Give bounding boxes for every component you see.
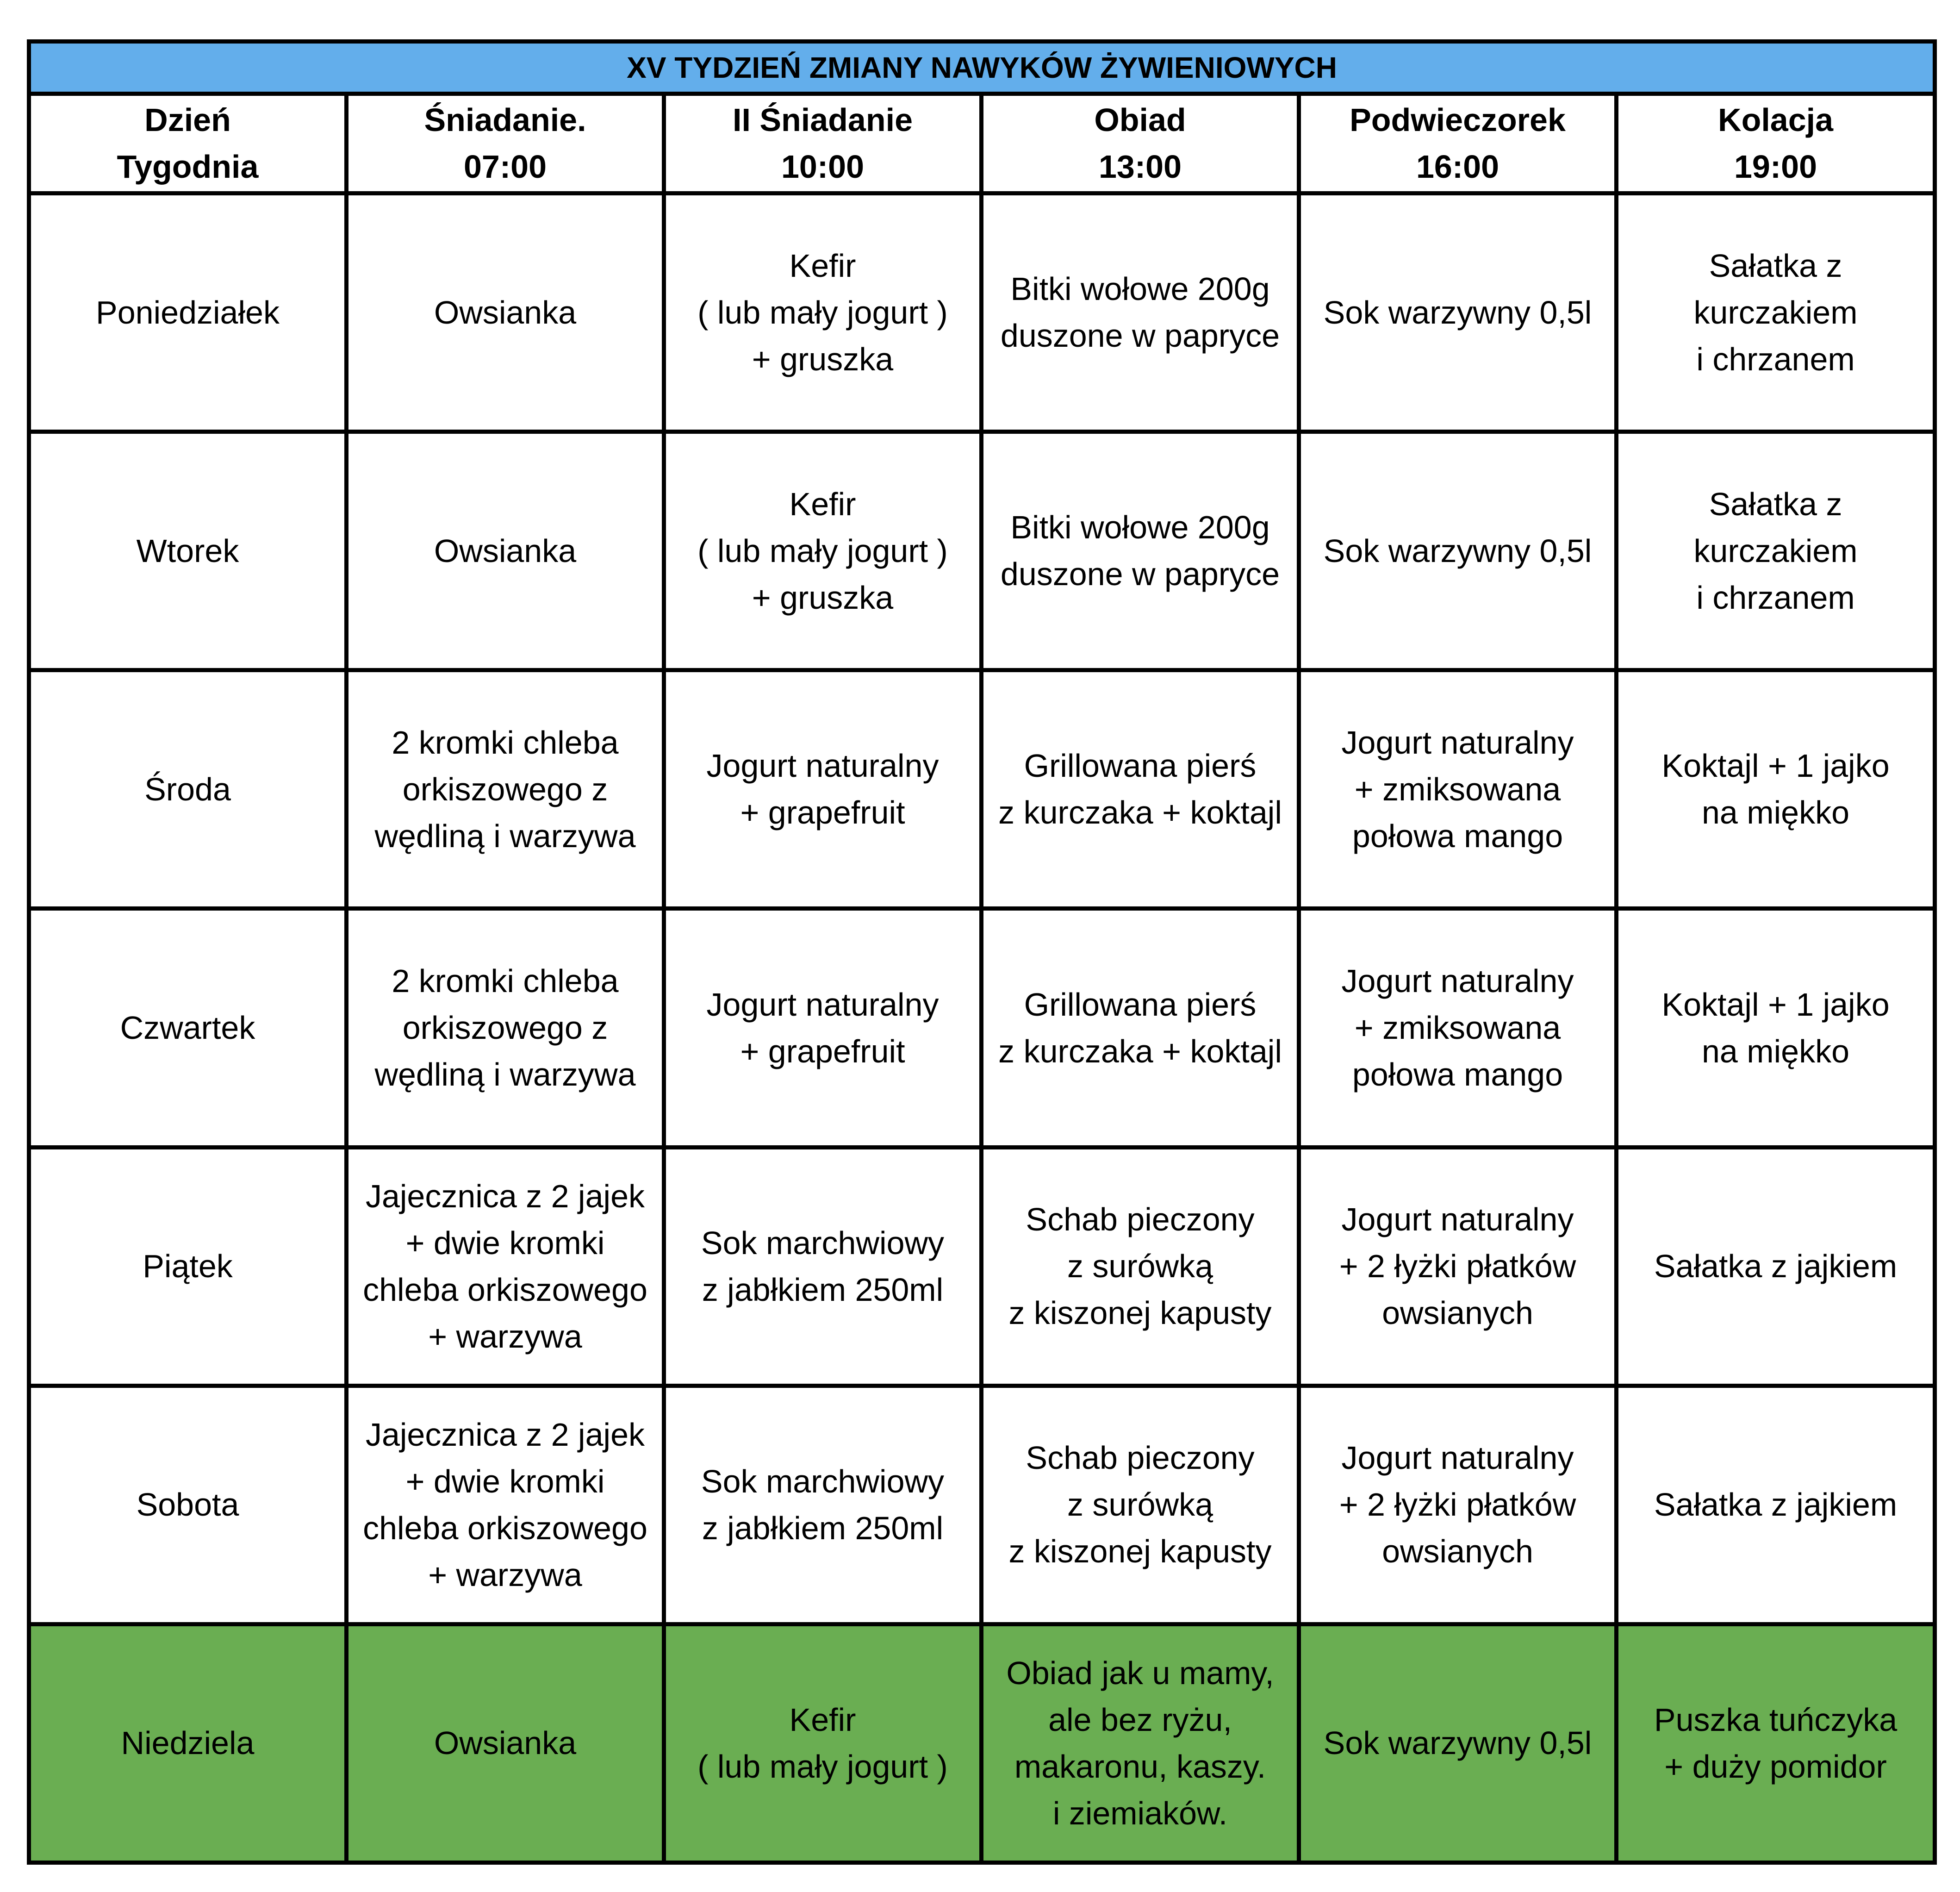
breakfast-cell xyxy=(347,194,664,432)
cell-line: Obiad jak u mamy, xyxy=(1006,1655,1274,1691)
second-breakfast-cell xyxy=(664,194,982,432)
cell-line: Jajecznica z 2 jajek xyxy=(365,1416,645,1453)
cell-line: z kurczaka + koktajl xyxy=(998,794,1282,831)
day-name-cell: Środa xyxy=(29,670,347,909)
breakfast-cell xyxy=(347,670,664,909)
dinner-cell xyxy=(1617,1624,1935,1862)
afternoon-snack-cell xyxy=(1299,1624,1617,1862)
cell-line: orkiszowego z xyxy=(402,771,608,807)
lunch-cell xyxy=(982,670,1299,909)
cell-line: wędliną i warzywa xyxy=(374,1056,636,1093)
title-row xyxy=(29,42,1935,94)
cell-line: z kiszonej kapusty xyxy=(1008,1295,1272,1331)
cell-line: + warzywa xyxy=(428,1556,582,1593)
cell-line: duszone w papryce xyxy=(1000,318,1280,354)
cell-line: + zmiksowana xyxy=(1354,771,1561,807)
cell-line: Kefir xyxy=(789,247,856,284)
day-name-cell: Niedziela xyxy=(29,1624,347,1862)
header-breakfast xyxy=(347,94,664,194)
cell-line: wędliną i warzywa xyxy=(374,818,636,854)
meal-plan-table xyxy=(27,39,1937,1865)
cell-line: Bitki wołowe 200g xyxy=(1010,509,1270,546)
table-row xyxy=(29,909,1935,1147)
header-lunch xyxy=(982,94,1299,194)
cell-line: Sałatka z jajkiem xyxy=(1654,1248,1898,1285)
second-breakfast-cell xyxy=(664,1386,982,1624)
cell-line: + zmiksowana xyxy=(1354,1010,1561,1046)
cell-line: na miękko xyxy=(1702,1033,1850,1069)
cell-line: 2 kromki chleba xyxy=(392,724,619,761)
cell-line: owsianych xyxy=(1382,1533,1533,1570)
lunch-cell xyxy=(982,1386,1299,1624)
cell-line: ( lub mały jogurt ) xyxy=(697,1748,948,1785)
cell-line: Sok warzywny 0,5l xyxy=(1323,532,1592,569)
table-row xyxy=(29,1147,1935,1386)
cell-line: Sok marchwiowy xyxy=(701,1224,945,1261)
cell-line: Jogurt naturalny xyxy=(1341,724,1574,761)
cell-line: + warzywa xyxy=(428,1318,582,1355)
cell-line: Tygodnia xyxy=(117,149,259,185)
cell-line: Sałatka z xyxy=(1709,247,1842,284)
cell-line: ale bez ryżu, xyxy=(1048,1701,1232,1738)
cell-line: duszone w papryce xyxy=(1000,556,1280,593)
plan-title: XV TYDZIEŃ ZMIANY NAWYKÓW ŻYWIENIOWYCH xyxy=(29,42,1935,94)
cell-line: kurczakiem xyxy=(1693,294,1858,331)
header-day xyxy=(29,94,347,194)
cell-line: Kefir xyxy=(789,486,856,522)
second-breakfast-cell xyxy=(664,909,982,1147)
cell-line: Grillowana pierś xyxy=(1024,986,1257,1023)
cell-line: 2 kromki chleba xyxy=(392,963,619,999)
cell-line: i ziemiaków. xyxy=(1052,1795,1228,1831)
cell-line: Sok marchwiowy xyxy=(701,1463,945,1499)
second-breakfast-cell xyxy=(664,1147,982,1386)
day-name-cell: Wtorek xyxy=(29,432,347,670)
cell-line: Sałatka z jajkiem xyxy=(1654,1486,1898,1523)
breakfast-cell xyxy=(347,1147,664,1386)
dinner-cell xyxy=(1617,670,1935,909)
cell-line: ( lub mały jogurt ) xyxy=(697,294,948,331)
cell-line: Schab pieczony xyxy=(1026,1440,1255,1476)
afternoon-snack-cell xyxy=(1299,1386,1617,1624)
cell-line: z jabłkiem 250ml xyxy=(702,1271,944,1308)
cell-line: i chrzanem xyxy=(1696,341,1855,377)
cell-line: Obiad xyxy=(1094,102,1186,138)
day-rows xyxy=(29,194,1935,1863)
header-row xyxy=(29,94,1935,194)
cell-line: z kiszonej kapusty xyxy=(1008,1533,1272,1570)
cell-line: z jabłkiem 250ml xyxy=(702,1510,944,1546)
cell-line: z kurczaka + koktajl xyxy=(998,1033,1282,1069)
cell-line: + gruszka xyxy=(752,341,894,377)
cell-line: 13:00 xyxy=(1098,149,1182,185)
cell-line: Kefir xyxy=(789,1701,856,1738)
afternoon-snack-cell xyxy=(1299,909,1617,1147)
cell-line: 10:00 xyxy=(781,149,865,185)
cell-line: Jogurt naturalny xyxy=(1341,1201,1574,1238)
cell-line: z surówką xyxy=(1067,1486,1213,1523)
cell-line: Śniadanie. xyxy=(424,102,586,138)
table-row xyxy=(29,1386,1935,1624)
day-name-cell: Sobota xyxy=(29,1386,347,1624)
cell-line: makaronu, kaszy. xyxy=(1014,1748,1266,1785)
cell-line: połowa mango xyxy=(1352,1056,1563,1093)
cell-line: Owsianka xyxy=(434,1725,577,1761)
cell-line: kurczakiem xyxy=(1693,532,1858,569)
cell-line: Owsianka xyxy=(434,294,577,331)
lunch-cell xyxy=(982,432,1299,670)
table-row xyxy=(29,194,1935,432)
cell-line: + 2 łyżki płatków xyxy=(1339,1486,1576,1523)
cell-line: 19:00 xyxy=(1734,149,1817,185)
day-name-cell: Piątek xyxy=(29,1147,347,1386)
afternoon-snack-cell xyxy=(1299,432,1617,670)
cell-line: Jogurt naturalny xyxy=(1341,963,1574,999)
header-afternoon-snack xyxy=(1299,94,1617,194)
dinner-cell xyxy=(1617,1147,1935,1386)
dinner-cell xyxy=(1617,432,1935,670)
cell-line: ( lub mały jogurt ) xyxy=(697,532,948,569)
breakfast-cell xyxy=(347,909,664,1147)
cell-line: Jajecznica z 2 jajek xyxy=(365,1178,645,1214)
day-name-cell: Czwartek xyxy=(29,909,347,1147)
breakfast-cell xyxy=(347,432,664,670)
cell-line: połowa mango xyxy=(1352,818,1563,854)
dinner-cell xyxy=(1617,1386,1935,1624)
cell-line: Dzień xyxy=(144,102,231,138)
cell-line: + dwie kromki xyxy=(405,1463,605,1499)
cell-line: Grillowana pierś xyxy=(1024,748,1257,784)
cell-line: owsianych xyxy=(1382,1295,1533,1331)
cell-line: II Śniadanie xyxy=(733,102,913,138)
cell-line: Jogurt naturalny xyxy=(706,986,939,1023)
header-second-breakfast xyxy=(664,94,982,194)
breakfast-cell xyxy=(347,1624,664,1862)
breakfast-cell xyxy=(347,1386,664,1624)
cell-line: 16:00 xyxy=(1416,149,1500,185)
afternoon-snack-cell xyxy=(1299,670,1617,909)
lunch-cell xyxy=(982,1147,1299,1386)
cell-line: Sok warzywny 0,5l xyxy=(1323,1725,1592,1761)
cell-line: Owsianka xyxy=(434,532,577,569)
afternoon-snack-cell xyxy=(1299,1147,1617,1386)
cell-line: Kolacja xyxy=(1718,102,1834,138)
cell-line: chleba orkiszowego xyxy=(363,1271,647,1308)
second-breakfast-cell xyxy=(664,1624,982,1862)
header-dinner xyxy=(1617,94,1935,194)
cell-line: i chrzanem xyxy=(1696,579,1855,616)
cell-line: Sałatka z xyxy=(1709,486,1842,522)
second-breakfast-cell xyxy=(664,432,982,670)
cell-line: Puszka tuńczyka xyxy=(1654,1701,1898,1738)
dinner-cell xyxy=(1617,194,1935,432)
cell-line: chleba orkiszowego xyxy=(363,1510,647,1546)
table-row xyxy=(29,670,1935,909)
cell-line: 07:00 xyxy=(463,149,547,185)
day-name-cell: Poniedziałek xyxy=(29,194,347,432)
lunch-cell xyxy=(982,194,1299,432)
cell-line: Podwieczorek xyxy=(1350,102,1566,138)
cell-line: Schab pieczony xyxy=(1026,1201,1255,1238)
cell-line: Jogurt naturalny xyxy=(1341,1440,1574,1476)
lunch-cell xyxy=(982,1624,1299,1862)
cell-line: na miękko xyxy=(1702,794,1850,831)
cell-line: Koktajl + 1 jajko xyxy=(1661,986,1890,1023)
cell-line: Bitki wołowe 200g xyxy=(1010,271,1270,307)
second-breakfast-cell xyxy=(664,670,982,909)
lunch-cell xyxy=(982,909,1299,1147)
cell-line: z surówką xyxy=(1067,1248,1213,1285)
cell-line: + grapefruit xyxy=(740,794,905,831)
cell-line: Sok warzywny 0,5l xyxy=(1323,294,1592,331)
afternoon-snack-cell xyxy=(1299,194,1617,432)
cell-line: Koktajl + 1 jajko xyxy=(1661,748,1890,784)
cell-line: + 2 łyżki płatków xyxy=(1339,1248,1576,1285)
cell-line: + grapefruit xyxy=(740,1033,905,1069)
dinner-cell xyxy=(1617,909,1935,1147)
cell-line: + gruszka xyxy=(752,579,894,616)
cell-line: orkiszowego z xyxy=(402,1010,608,1046)
table-row xyxy=(29,1624,1935,1862)
cell-line: + dwie kromki xyxy=(405,1224,605,1261)
cell-line: + duży pomidor xyxy=(1664,1748,1887,1785)
cell-line: Jogurt naturalny xyxy=(706,748,939,784)
table-row xyxy=(29,432,1935,670)
